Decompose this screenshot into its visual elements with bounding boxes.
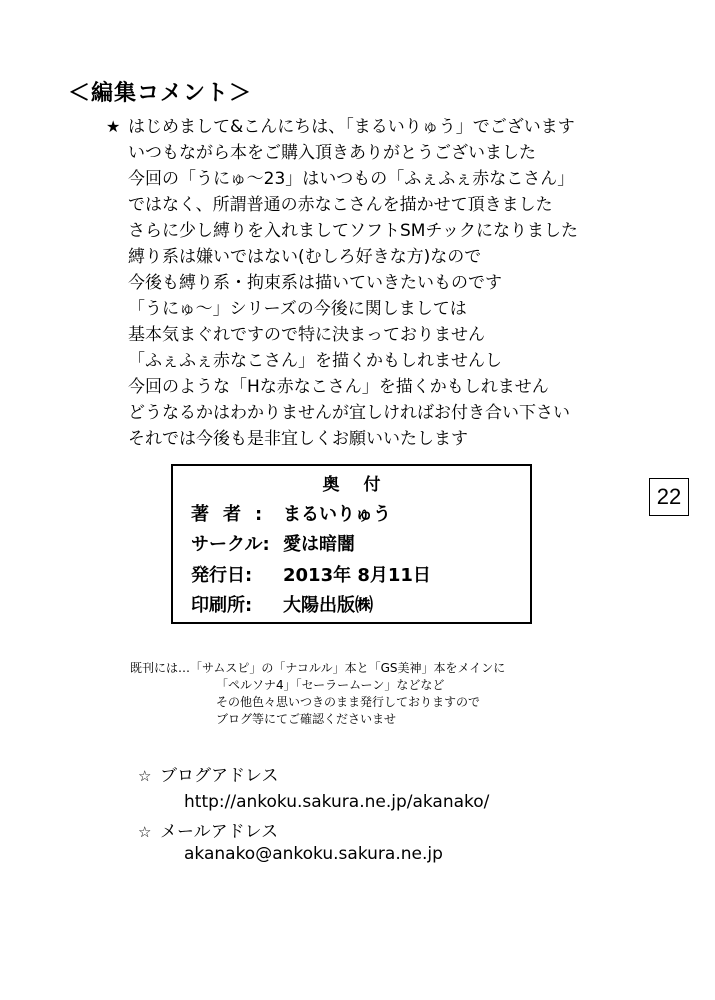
mail-address-label: [138, 817, 278, 842]
editor-comment-body: [106, 114, 578, 452]
star-outline-icon: ☆: [138, 767, 152, 785]
page-number: 22: [649, 478, 689, 516]
colophon-date-value: 2013年 8月11日: [283, 565, 431, 586]
comment-line: さらに少し縛りを入れましてソフトSMチックになりました: [128, 221, 578, 241]
comment-line: ではなく、所謂普通の赤なこさんを描かせて頂きました: [128, 195, 553, 215]
comment-line: 「ふぇふぇ赤なこさん」を描くかもしれませんし: [128, 351, 502, 371]
colophon-printer-value: 大陽出版㈱: [283, 595, 373, 616]
colophon-title: 奥付: [322, 475, 405, 495]
blog-url-link[interactable]: http://ankoku.sakura.ne.jp/akanako/: [184, 792, 490, 812]
comment-line-text: はじめまして&こんにちは、「まるいりゅう」でございます: [128, 117, 575, 137]
note-line: 「ペルソナ4」「セーラームーン」などなど: [216, 678, 445, 692]
comment-line: どうなるかはわかりませんが宜しければお付き合い下さい: [128, 403, 570, 423]
note-line: その他色々思いつきのまま発行しておりますので: [216, 695, 481, 709]
colophon-circle-row: [191, 530, 355, 556]
colophon-printer-label: 印刷所:: [191, 595, 253, 616]
colophon-author-value: まるいりゅう: [283, 504, 391, 525]
mail-label-text: メールアドレス: [160, 822, 279, 842]
colophon-date-label: 発行日:: [191, 565, 253, 586]
comment-line: 今回の「うにゅ〜23」はいつもの「ふぇふぇ赤なこさん」: [128, 169, 575, 189]
colophon-box: [171, 464, 532, 624]
editor-comment-heading: ＜編集コメント＞: [68, 81, 253, 106]
blog-label-text: ブログアドレス: [160, 766, 279, 786]
colophon-circle-value: 愛は暗闇: [283, 534, 355, 555]
star-outline-icon: ☆: [138, 823, 152, 841]
colophon-circle-label: サークル:: [191, 534, 270, 555]
comment-line: 今回のような「Hな赤なこさん」を描くかもしれません: [128, 377, 549, 397]
comment-line: 「うにゅ〜」シリーズの今後に関しましては: [128, 299, 467, 319]
comment-line: 基本気まぐれですので特に決まっておりません: [128, 325, 485, 345]
colophon-author-label: 著者:: [191, 504, 277, 525]
mail-address-link[interactable]: akanako@ankoku.sakura.ne.jp: [184, 844, 443, 864]
colophon-author-row: [191, 500, 391, 526]
comment-line: いつもながら本をご購入頂きありがとうございました: [128, 143, 536, 163]
blog-address-label: [138, 761, 279, 786]
note-line: 既刊には…「サムスピ」の「ナコルル」本と「GS美神」本をメインに: [130, 661, 506, 675]
star-icon: ★: [106, 117, 121, 136]
previous-works-notes: [130, 660, 505, 728]
comment-line: それでは今後も是非宜しくお願いいたします: [128, 429, 468, 449]
colophon-printer-row: [191, 591, 373, 617]
comment-line: 縛り系は嫌いではない(むしろ好きな方)なので: [128, 247, 482, 267]
comment-line: [106, 114, 578, 140]
comment-line: 今後も縛り系・拘束系は描いていきたいものです: [128, 273, 502, 293]
colophon-date-row: [191, 561, 431, 587]
note-line: ブログ等にてご確認くださいませ: [216, 712, 397, 726]
